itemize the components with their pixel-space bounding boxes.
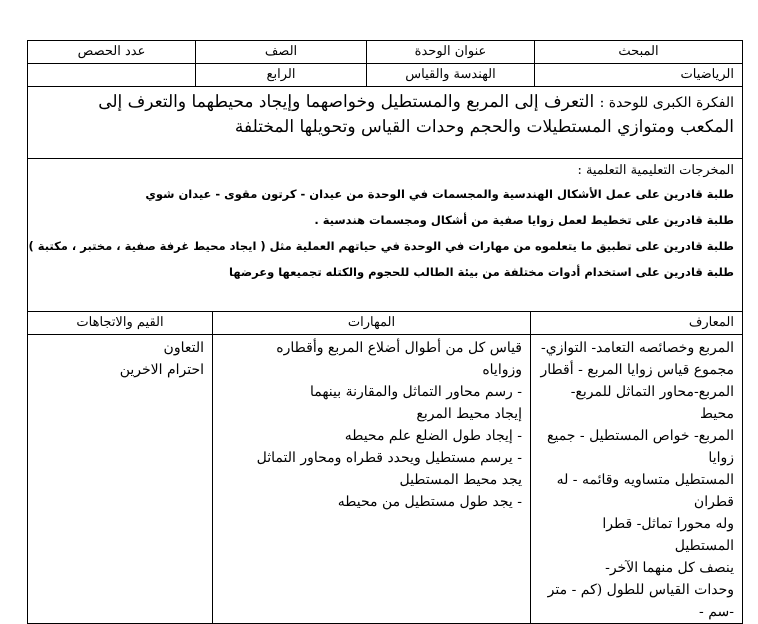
skills-line: إيجاد محيط المربع bbox=[416, 406, 522, 422]
skills-line: - يجد طول مستطيل من محيطه bbox=[337, 494, 522, 510]
values-line: التعاون bbox=[163, 340, 204, 356]
outcome-item: طلبة قادرين على استخدام أدوات مختلفة من بيئة الطالب للحجوم والكتله تجميعها وعرضها bbox=[229, 265, 734, 279]
outcomes-title: المخرجات التعليمية التعلمية : bbox=[577, 163, 734, 178]
knowledge-line: ينصف كل منهما الآخر- bbox=[605, 560, 734, 576]
skills-line: وزواياه bbox=[482, 362, 522, 378]
lesson-plan bbox=[28, 40, 743, 624]
unit-title-value: الهندسة والقياس bbox=[367, 64, 535, 87]
skills-line: - رسم محاور التماثل والمقارنة بينهما bbox=[309, 384, 522, 400]
big-idea-line2: المكعب ومتوازي المستطيلات والحجم وحدات القياس وتحويلها المختلفة bbox=[234, 117, 734, 137]
values-line: احترام الاخرين bbox=[119, 362, 204, 378]
outcomes-row bbox=[28, 159, 743, 312]
big-idea-line1: التعرف إلى المربع والمستطيل وخواصهما وإيجاد محيطهما والتعرف إلى bbox=[98, 92, 595, 112]
content-table bbox=[27, 311, 743, 624]
big-idea-row bbox=[28, 87, 743, 159]
big-idea-label: الفكرة الكبرى للوحدة : bbox=[599, 95, 734, 111]
skills-line: - إيجاد طول الضلع علم محيطه bbox=[344, 428, 522, 444]
skills-heading: المهارات bbox=[213, 312, 531, 335]
skills-line: قياس كل من أطوال أضلاع المربع وأقطاره bbox=[276, 340, 522, 356]
knowledge-line: المربع-محاور التماثل للمربع- محيط bbox=[570, 384, 734, 422]
grade-label: الصف bbox=[196, 41, 367, 64]
header-values-row bbox=[28, 64, 743, 87]
header-labels-row bbox=[28, 41, 743, 64]
skills-line: يجد محيط المستطيل bbox=[399, 472, 522, 488]
outcome-item: طلبة قادرين على عمل الأشكال الهندسية والمجسمات في الوحدة من عيدان - كرتون مقوى - عيدان شوي bbox=[145, 187, 734, 201]
section-headings-row bbox=[28, 312, 743, 335]
knowledge-line: وله محورا تماثل- قطرا المستطيل bbox=[602, 516, 734, 554]
knowledge-line: المربع وخصائصه التعامد- التوازي- bbox=[541, 340, 734, 356]
lessons-count-label: عدد الحصص bbox=[28, 41, 196, 64]
values-cell bbox=[28, 335, 213, 624]
subject-value: الرياضيات bbox=[535, 64, 743, 87]
outcome-item: طلبة قادرين على تخطيط لعمل زوايا صفية من أشكال ومجسمات هندسية . bbox=[314, 213, 734, 227]
knowledge-line: وحدات القياس للطول (كم - متر -سم - bbox=[547, 582, 734, 620]
outcomes-cell bbox=[28, 159, 743, 312]
lessons-count-value bbox=[28, 64, 196, 87]
knowledge-heading: المعارف bbox=[531, 312, 743, 335]
knowledge-cell bbox=[531, 335, 743, 624]
knowledge-line: المربع- خواص المستطيل - جميع زوايا bbox=[547, 428, 734, 466]
subject-label: المبحث bbox=[535, 41, 743, 64]
unit-title-label: عنوان الوحدة bbox=[367, 41, 535, 64]
values-heading: القيم والاتجاهات bbox=[28, 312, 213, 335]
skills-cell bbox=[213, 335, 531, 624]
big-idea-cell bbox=[28, 87, 743, 159]
unit-plan-table bbox=[27, 40, 743, 312]
outcome-item: طلبة قادرين على تطبيق ما يتعلموه من مهارات في الوحدة في حياتهم العملية مثل ( ايجاد محيط غرفة صفية ، مختبر ، مكتبة ) bbox=[28, 239, 734, 253]
knowledge-line: المستطيل متساويه وقائمه - له قطران bbox=[556, 472, 734, 510]
grade-value: الرابع bbox=[196, 64, 367, 87]
knowledge-line: مجموع قياس زوايا المربع - أقطار bbox=[540, 362, 734, 378]
content-row bbox=[28, 335, 743, 624]
skills-line: - يرسم مستطيل ويحدد قطراه ومحاور التماثل bbox=[256, 450, 522, 466]
